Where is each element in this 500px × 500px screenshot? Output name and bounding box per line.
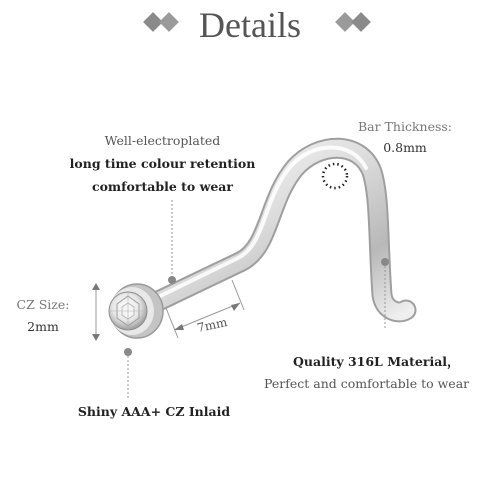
plating-callout-line2: long time colour retention — [69, 156, 256, 171]
material-callout-line1: Quality 316L Material， — [293, 354, 460, 369]
page-title: Details — [199, 5, 301, 45]
diamond-icon-left — [143, 12, 179, 32]
bar-thickness-label: Bar Thickness: — [357, 119, 453, 134]
plating-callout-line3: comfortable to wear — [91, 179, 233, 194]
stone-callout: Shiny AAA+ CZ Inlaid — [77, 404, 231, 419]
bar-length-label: 7mm — [195, 314, 229, 336]
material-callout-line2: Perfect and comfortable to wear — [264, 376, 470, 391]
cz-stone — [109, 292, 147, 330]
plating-callout-line1: Well-electroplated — [104, 133, 221, 148]
diamond-icon-right — [335, 12, 371, 32]
cz-size-label: CZ Size: — [16, 297, 70, 312]
nose-screw — [109, 148, 406, 339]
cz-size-value: 2mm — [27, 319, 59, 334]
bar-thickness-value: 0.8mm — [383, 140, 427, 155]
